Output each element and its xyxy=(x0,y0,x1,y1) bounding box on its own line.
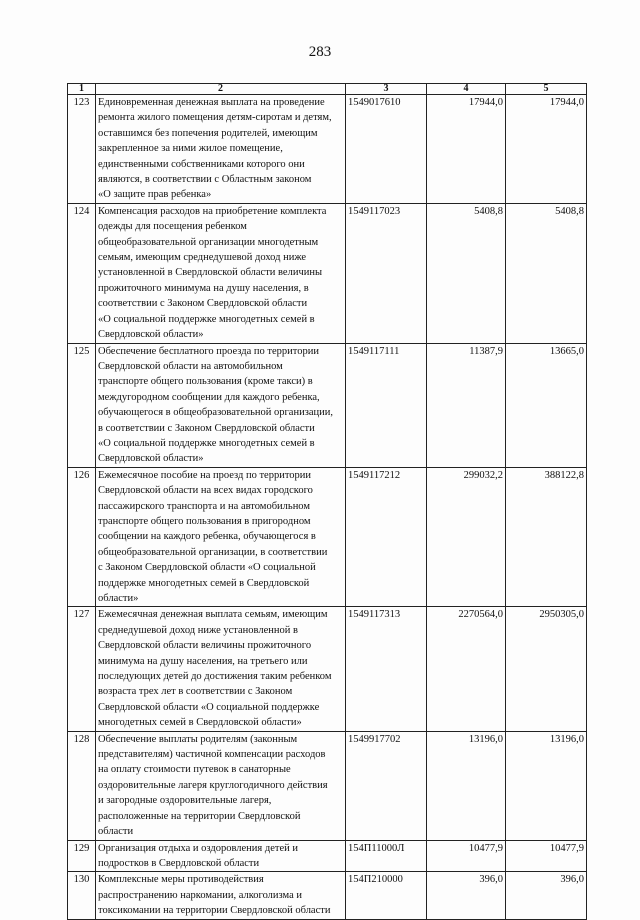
header-col-5: 5 xyxy=(506,84,587,95)
description-line: Свердловской области на автомобильном xyxy=(98,360,283,372)
row-amount-col4: 13196,0 xyxy=(427,731,506,840)
description-line: «О социальной поддержке многодетных семей в xyxy=(98,313,315,325)
description-line: соответствии с Законом Свердловской области xyxy=(98,298,308,310)
description-line: среднедушевой доход ниже установленной в xyxy=(98,624,298,636)
description-line: транспорте общего пользования (кроме такси) в xyxy=(98,376,313,388)
row-amount-col5: 388122,8 xyxy=(506,467,587,607)
description-line: и загородные оздоровительные лагеря, xyxy=(98,795,272,807)
description-line: Свердловской области величины прожиточного xyxy=(98,640,312,652)
row-description xyxy=(96,467,346,607)
description-line: установленной в Свердловской области величины xyxy=(98,267,323,279)
description-line: Свердловской области» xyxy=(98,453,204,465)
row-number: 123 xyxy=(68,95,96,204)
description-line: ремонта жилого помещения детям-сиротам и детям, xyxy=(98,112,332,124)
page-number: 283 xyxy=(308,44,332,60)
description-line: общеобразовательной организации многодетным xyxy=(98,236,319,248)
description-line: Обеспечение бесплатного проезда по территории xyxy=(98,345,319,357)
header-col-2: 2 xyxy=(96,84,346,95)
row-code: 1549117111 xyxy=(346,343,427,467)
table-row xyxy=(68,840,587,872)
description-line: Ежемесячная денежная выплата семьям, имеющим xyxy=(98,609,328,621)
row-description xyxy=(96,95,346,204)
description-line: Свердловской области «О социальной поддержке xyxy=(98,701,320,713)
table-row xyxy=(68,95,587,204)
row-description xyxy=(96,607,346,731)
table-row xyxy=(68,607,587,731)
row-amount-col4: 396,0 xyxy=(427,872,506,919)
description-line: возраста трех лет в соответствии с Законом xyxy=(98,686,293,698)
description-line: Комплексные меры противодействия xyxy=(98,874,264,886)
description-line: Организация отдыха и оздоровления детей и xyxy=(98,842,298,854)
description-line: являются, в соответствии с Областным законом xyxy=(98,174,312,186)
description-line: прожиточного минимума на душу населения, в xyxy=(98,282,309,294)
row-description xyxy=(96,343,346,467)
row-code: 1549117023 xyxy=(346,203,427,343)
description-line: распространению наркомании, алкоголизма и xyxy=(98,889,303,901)
description-line: оздоровительные лагеря круглогодичного действия xyxy=(98,779,328,791)
row-amount-col4: 17944,0 xyxy=(427,95,506,204)
description-line: общеобразовательной организации, в соответствии xyxy=(98,546,328,558)
description-line: расположенные на территории Свердловской xyxy=(98,810,301,822)
description-line: Обеспечение выплаты родителям (законным xyxy=(98,733,298,745)
header-col-1: 1 xyxy=(68,84,96,95)
description-line: токсикомании на территории Свердловской области xyxy=(98,905,331,917)
description-line: семьям, имеющим среднедушевой доход ниже xyxy=(98,252,307,264)
row-number: 130 xyxy=(68,872,96,919)
row-number: 124 xyxy=(68,203,96,343)
description-line: последующих детей до достижения таким ребенком xyxy=(98,671,332,683)
row-code: 154П210000 xyxy=(346,872,427,919)
row-description xyxy=(96,203,346,343)
description-line: «О социальной поддержке многодетных семей в xyxy=(98,437,315,449)
row-amount-col5: 13196,0 xyxy=(506,731,587,840)
description-line: обучающегося в общеобразовательной организации, xyxy=(98,407,333,419)
row-amount-col4: 11387,9 xyxy=(427,343,506,467)
row-code: 1549017610 xyxy=(346,95,427,204)
description-line: в соответствии с Законом Свердловской области xyxy=(98,422,315,434)
row-amount-col4: 10477,9 xyxy=(427,840,506,872)
budget-table xyxy=(67,83,587,920)
row-amount-col4: 5408,8 xyxy=(427,203,506,343)
description-line: на оплату стоимости путевок в санаторные xyxy=(98,764,291,776)
table-row xyxy=(68,343,587,467)
row-code: 1549917702 xyxy=(346,731,427,840)
description-line: пассажирского транспорта и на автомобильном xyxy=(98,500,311,512)
row-code: 1549117212 xyxy=(346,467,427,607)
description-line: «О защите прав ребенка» xyxy=(98,189,212,201)
description-line: минимума на душу населения, на третьего или xyxy=(98,655,308,667)
table-row xyxy=(68,872,587,919)
header-col-3: 3 xyxy=(346,84,427,95)
row-code: 1549117313 xyxy=(346,607,427,731)
description-line: многодетных семей в Свердловской области» xyxy=(98,717,302,729)
table-header-row xyxy=(68,84,587,95)
row-description xyxy=(96,731,346,840)
header-col-4: 4 xyxy=(427,84,506,95)
table-body xyxy=(68,95,587,920)
row-amount-col4: 2270564,0 xyxy=(427,607,506,731)
description-line: Компенсация расходов на приобретение комплекта xyxy=(98,205,327,217)
description-line: единственными собственниками которого они xyxy=(98,158,305,170)
row-amount-col4: 299032,2 xyxy=(427,467,506,607)
description-line: одежды для посещения ребенком xyxy=(98,221,247,233)
row-amount-col5: 2950305,0 xyxy=(506,607,587,731)
description-line: транспорте общего пользования в пригородном xyxy=(98,515,311,527)
description-line: с Законом Свердловской области «О социальной xyxy=(98,562,316,574)
description-line: оставшимся без попечения родителей, имеющим xyxy=(98,127,318,139)
row-number: 127 xyxy=(68,607,96,731)
row-number: 128 xyxy=(68,731,96,840)
row-amount-col5: 17944,0 xyxy=(506,95,587,204)
description-line: закрепленное за ними жилое помещение, xyxy=(98,143,283,155)
row-number: 126 xyxy=(68,467,96,607)
description-line: сообщении на каждого ребенка, обучающегося в xyxy=(98,531,316,543)
description-line: Единовременная денежная выплата на проведение xyxy=(98,97,325,108)
table-row xyxy=(68,731,587,840)
description-line: Свердловской области на всех видах городского xyxy=(98,485,313,497)
row-description xyxy=(96,872,346,919)
description-line: поддержке многодетных семей в Свердловской xyxy=(98,577,310,589)
row-amount-col5: 10477,9 xyxy=(506,840,587,872)
table-row xyxy=(68,467,587,607)
row-number: 129 xyxy=(68,840,96,872)
row-amount-col5: 5408,8 xyxy=(506,203,587,343)
row-description xyxy=(96,840,346,872)
row-amount-col5: 13665,0 xyxy=(506,343,587,467)
description-line: области xyxy=(98,826,134,838)
description-line: Ежемесячное пособие на проезд по территории xyxy=(98,469,312,481)
description-line: междугородном сообщении для каждого ребенка, xyxy=(98,391,320,403)
description-line: Свердловской области» xyxy=(98,329,204,341)
description-line: представителям) частичной компенсации расходов xyxy=(98,749,326,761)
row-number: 125 xyxy=(68,343,96,467)
description-line: подростков в Свердловской области xyxy=(98,857,260,869)
row-code: 154П11000Л xyxy=(346,840,427,872)
description-line: области» xyxy=(98,593,139,604)
table-row xyxy=(68,203,587,343)
row-amount-col5: 396,0 xyxy=(506,872,587,919)
